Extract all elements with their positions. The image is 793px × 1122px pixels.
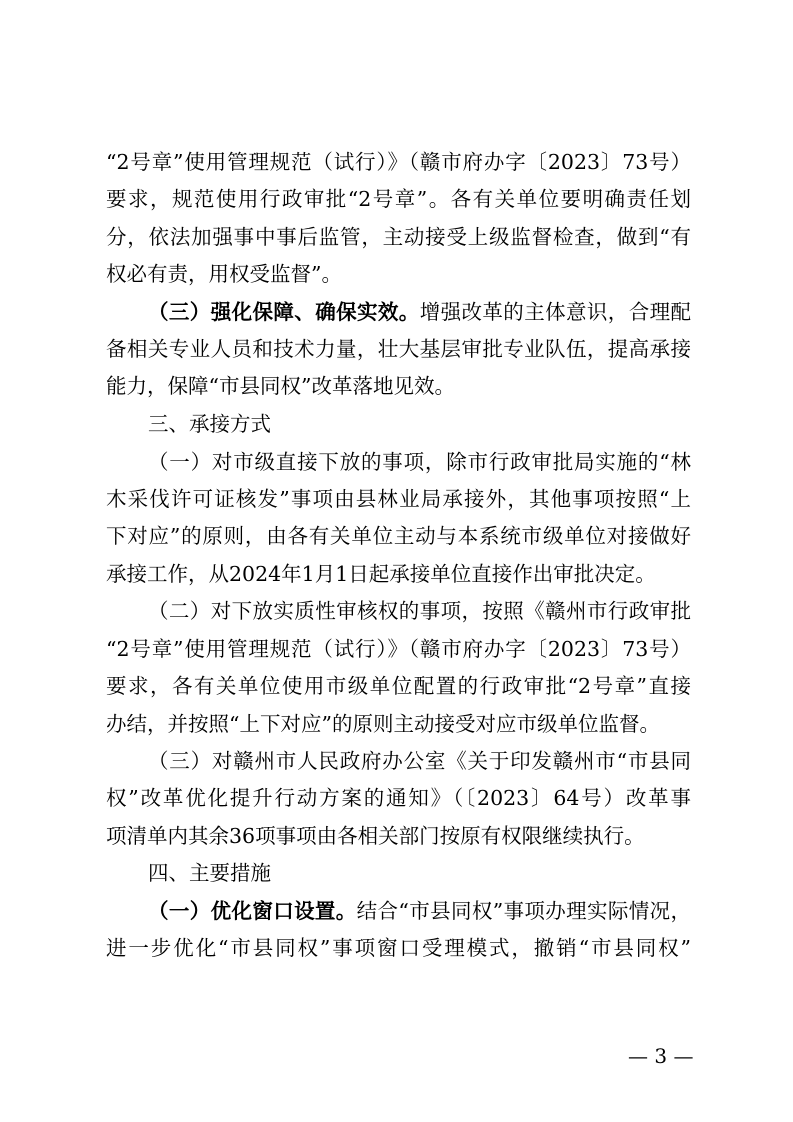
- body-line-13: （二）对下放实质性审核权的事项，按照《赣州市行政审批: [148, 599, 691, 623]
- body-line-5-text: 增强改革的主体意识，合理配: [419, 300, 692, 324]
- body-line-4: 权必有责，用权受监督”。: [106, 262, 342, 286]
- body-line-21-text: 结合“市县同权”事项办理实际情况，: [356, 899, 691, 923]
- body-line-10: 木采伐许可证核发”事项由县林业局承接外，其他事项按照“上: [106, 487, 691, 511]
- body-line-17: （三）对赣州市人民政府办公室《关于印发赣州市“市县同: [148, 749, 691, 773]
- paragraph-line-5: [148, 300, 691, 324]
- body-line-3: 分，依法加强事中事后监管，主动接受上级监督检查，做到“有: [106, 225, 691, 249]
- body-line-15: 要求，各有关单位使用市级单位配置的行政审批“2号章”直接: [106, 674, 691, 698]
- body-line-18: 权”改革优化提升行动方案的通知》（〔2023〕64号）改革事: [106, 786, 691, 810]
- body-line-7: 能力，保障“市县同权”改革落地见效。: [106, 374, 455, 398]
- section-heading-three: 三、承接方式: [148, 412, 271, 436]
- paragraph-line-21: [148, 899, 691, 923]
- body-line-9: （一）对市级直接下放的事项，除市行政审批局实施的“林: [148, 450, 691, 474]
- body-line-16: 办结，并按照“上下对应”的原则主动接受对应市级单位监督。: [106, 712, 660, 736]
- body-line-11: 下对应”的原则，由各有关单位主动与本系统市级单位对接做好: [106, 524, 691, 548]
- body-line-22: 进一步优化“市县同权”事项窗口受理模式，撤销“市县同权”: [106, 936, 691, 960]
- body-line-2: 要求，规范使用行政审批“2号章”。各有关单位要明确责任划: [106, 187, 691, 211]
- body-line-19: 项清单内其余36项事项由各相关部门按原有权限继续执行。: [106, 824, 645, 848]
- body-line-12: 承接工作，从2024年1月1日起承接单位直接作出审批决定。: [106, 562, 656, 586]
- section-lead-strengthen-guarantee: （三）强化保障、确保实效。: [148, 300, 420, 324]
- body-line-6: 备相关专业人员和技术力量，壮大基层审批专业队伍，提高承接: [106, 337, 691, 361]
- section-heading-four: 四、主要措施: [148, 861, 271, 885]
- page-number: — 3 —: [628, 1044, 694, 1068]
- section-lead-optimize-window: （一）优化窗口设置。: [148, 899, 357, 923]
- body-line-14: “2号章”使用管理规范（试行）》（赣市府办字〔2023〕73号）: [106, 637, 691, 661]
- body-line-1: “2号章”使用管理规范（试行）》（赣市府办字〔2023〕73号）: [106, 150, 691, 174]
